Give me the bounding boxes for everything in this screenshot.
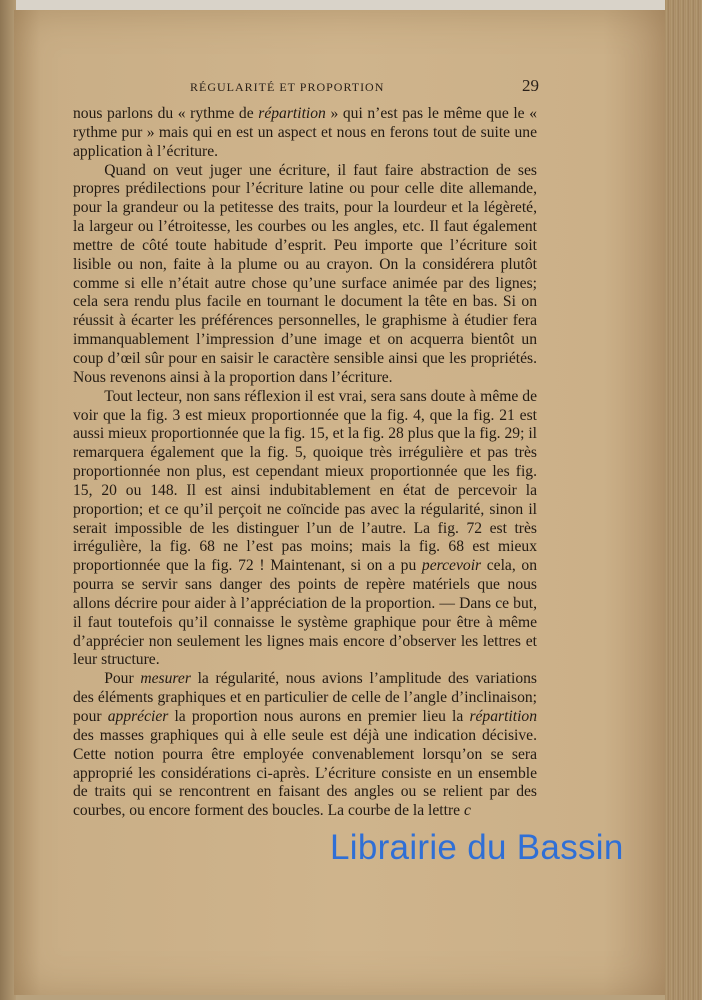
paragraph-1: nous parlons du « rythme de répartition » qui n’est pas le même que le « rythme pur » mais qui en est un aspect et nous en ferons tout de suite une application à l’écriture. bbox=[73, 105, 537, 160]
paragraph-2: Quand on veut juger une écriture, il faut faire abstraction de ses propres prédilections pour l’écriture latine ou pour celle dite allemande, pour la grandeur ou la petitesse des traits, pour la lourdeur et la légèreté, la largeur ou l’étroitesse, les courbes ou les angles, etc. Il faut également mettre de côté toute habitude d’esprit. Peu importe que l’écriture soit lisible ou non, faite à la plume ou au crayon. On la considérera plutôt comme si elle n’était autre chose qu’une surface animée par des lignes; cela sera rendu plus facile en tournant le document la tête en bas. Si on réussit à écarter les préférences personnelles, le graphisme à étudier fera immanquablement l’impression d’une image et on acquerra bientôt un coup d’œil sûr pour en saisir le caractère sensible ainsi que les propriétés. Nous revenons ainsi à la proportion dans l’écriture. bbox=[73, 161, 537, 386]
page-edges bbox=[665, 0, 702, 1000]
paragraph-4: Pour mesurer la régularité, nous avions l’amplitude des variations des éléments graphiques et en particulier de celle de l’angle d’inclinaison; pour apprécier la proportion nous aurons en premier lieu la répartition des masses graphiques qui à elle seule est déjà une indication décisive. Cette notion pourra être employée convenablement lorsqu’on se sera approprié les considérations ci-après. L’écriture consiste en un ensemble de traits qui se rencontrent en faisant des angles ou se relient par des courbes, ou encore forment des boucles. La courbe de la lettre c bbox=[73, 670, 538, 820]
watermark: Librairie du Bassin bbox=[330, 828, 624, 867]
page-number: 29 bbox=[522, 76, 539, 95]
paragraph-3: Tout lecteur, non sans réflexion il est vrai, sera sans doute à même de voir que la fig. 3 est mieux proportionnée que la fig. 4, que la fig. 21 est aussi mieux proportionnée que la fig. 15, et la fig. 28 plus que la fig. 29; il remarquera également que la fig. 5, quoique très irrégulière et pas très proportionnée non plus, est cependant mieux proportionnée que les fig. 15, 20 ou 148. Il est ainsi indubitablement en état de percevoir la proportion; et ce qu’il perçoit ne coïncide pas avec la régularité, sinon il serait impossible de les distinguer l’un de l’autre. La fig. 72 est très irrégulière, la fig. 68 ne l’est pas moins; mais la fig. 68 est mieux proportionnée que la fig. 72 ! Maintenant, si on a pu percevoir cela, on pourra se servir sans danger des points de repère matériels que nous allons décrire pour aider à l’appréciation de la proportion. — Dans ce but, il faut toutefois qu’il connaisse le système graphique pour être à même d’apprécier non seulement les lignes mais encore d’observer les lettres et leur structure. bbox=[73, 387, 537, 669]
body-text bbox=[73, 105, 537, 821]
page-header bbox=[0, 76, 702, 100]
running-head: RÉGULARITÉ ET PROPORTION bbox=[190, 80, 385, 94]
